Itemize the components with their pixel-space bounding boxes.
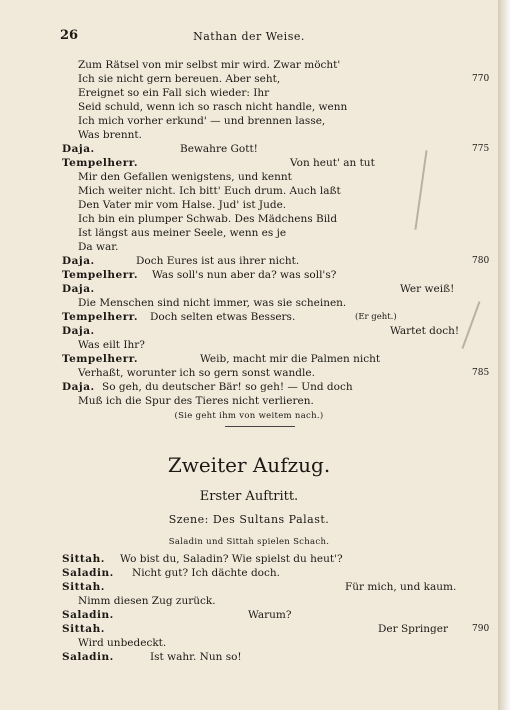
verse-line: Ich sie nicht gern bereuen. Aber seht, xyxy=(78,73,281,85)
verse-line: Was brennt. xyxy=(78,129,142,141)
page-number: 26 xyxy=(60,28,79,43)
verse-line: Ich mich vorher erkund' — und brennen lasse, xyxy=(78,115,326,127)
scene-location: Szene: Des Sultans Palast. xyxy=(168,513,330,526)
inline-verse: Der Springer xyxy=(378,623,448,635)
verse-line: Ich bin ein plumper Schwab. Des Mädchens Bild xyxy=(78,213,338,225)
speaker: Daja. xyxy=(62,143,95,155)
verse-line: Nimm diesen Zug zurück. xyxy=(78,595,216,607)
speech-line xyxy=(62,352,138,366)
line-number: 770 xyxy=(472,74,490,84)
verse-line: Nicht gut? Ich dächte doch. xyxy=(132,567,280,579)
verse-line: Zum Rätsel von mir selbst mir wird. Zwar möcht' xyxy=(78,59,341,71)
speaker: Tempelherr. xyxy=(62,269,138,281)
speaker: Saladin. xyxy=(62,567,114,579)
speaker: Saladin. xyxy=(62,609,114,621)
stage-direction-inline: (Er geht.) xyxy=(355,312,397,322)
page-edge xyxy=(498,0,511,710)
verse-line: Was eilt Ihr? xyxy=(78,339,145,351)
running-title: Nathan der Weise. xyxy=(193,30,305,43)
speech-line xyxy=(62,324,95,338)
speaker: Sittah. xyxy=(62,623,105,635)
verse-line: Ist längst aus meiner Seele, wenn es je xyxy=(78,227,287,239)
speaker: Daja. xyxy=(62,283,95,295)
inline-verse: Wartet doch! xyxy=(390,325,460,337)
verse-line: Ereignet so ein Fall sich wieder: Ihr xyxy=(78,87,270,99)
speech-line xyxy=(62,310,138,324)
line-number: 790 xyxy=(472,624,490,634)
verse-line: Mir den Gefallen wenigstens, und kennt xyxy=(78,171,292,183)
speech-line xyxy=(62,254,95,268)
speaker: Daja. xyxy=(62,381,95,393)
line-number: 780 xyxy=(472,256,490,266)
verse-line: Von heut' an tut xyxy=(290,157,375,169)
inline-verse: Warum? xyxy=(248,609,292,621)
verse-line: Verhaßt, worunter ich so gern sonst wandle. xyxy=(78,367,315,379)
verse-line: Die Menschen sind nicht immer, was sie scheinen. xyxy=(78,297,347,309)
speaker: Tempelherr. xyxy=(62,353,138,365)
verse-line: Seid schuld, wenn ich so rasch nicht handle, wenn xyxy=(78,101,348,113)
speaker: Daja. xyxy=(62,255,95,267)
verse-line: So geh, du deutscher Bär! so geh! — Und doch xyxy=(102,381,353,393)
speech-line xyxy=(62,156,138,170)
verse-line: Doch Eures ist aus ihrer nicht. xyxy=(136,255,300,267)
verse-line: Doch selten etwas Bessers. xyxy=(150,311,296,323)
speech-line xyxy=(62,282,95,296)
speaker: Sittah. xyxy=(62,553,105,565)
speech-line xyxy=(62,380,95,394)
speech-line xyxy=(62,142,95,156)
verse-line: Was soll's nun aber da? was soll's? xyxy=(152,269,337,281)
speaker: Saladin. xyxy=(62,651,114,663)
verse-line: Den Vater mir vom Halse. Jud' ist Jude. xyxy=(78,199,287,211)
speaker: Daja. xyxy=(62,325,95,337)
speaker: Tempelherr. xyxy=(62,157,138,169)
verse-line: Ist wahr. Nun so! xyxy=(150,651,242,663)
verse-line: Bewahre Gott! xyxy=(180,143,258,155)
speech-line xyxy=(62,580,105,594)
verse-line: Mich weiter nicht. Ich bitt' Euch drum. Auch laßt xyxy=(78,185,341,197)
inline-verse: Für mich, und kaum. xyxy=(345,581,457,593)
speech-line xyxy=(62,650,114,664)
speech-line xyxy=(62,268,138,282)
line-number: 785 xyxy=(472,368,490,378)
speaker: Tempelherr. xyxy=(62,311,138,323)
act-title: Zweiter Aufzug. xyxy=(167,453,331,477)
section-rule xyxy=(225,426,295,427)
speech-line xyxy=(62,566,114,580)
speech-line xyxy=(62,622,105,636)
scene-title: Erster Auftritt. xyxy=(199,489,299,504)
page-header xyxy=(0,22,498,42)
verse-line: Da war. xyxy=(78,241,119,253)
line-number: 775 xyxy=(472,144,490,154)
pencil-mark xyxy=(462,301,481,349)
pencil-mark xyxy=(414,150,427,229)
speech-line xyxy=(62,552,105,566)
verse-line: Wird unbedeckt. xyxy=(78,637,167,649)
stage-direction: Saladin und Sittah spielen Schach. xyxy=(168,537,330,547)
verse-line: Wo bist du, Saladin? Wie spielst du heut'? xyxy=(120,553,343,565)
speech-line xyxy=(62,608,114,622)
inline-verse: Wer weiß! xyxy=(400,283,455,295)
verse-line: Muß ich die Spur des Tieres nicht verlieren. xyxy=(78,395,314,407)
stage-direction: (Sie geht ihm von weitem nach.) xyxy=(174,411,324,421)
verse-line: Weib, macht mir die Palmen nicht xyxy=(200,353,381,365)
speaker: Sittah. xyxy=(62,581,105,593)
